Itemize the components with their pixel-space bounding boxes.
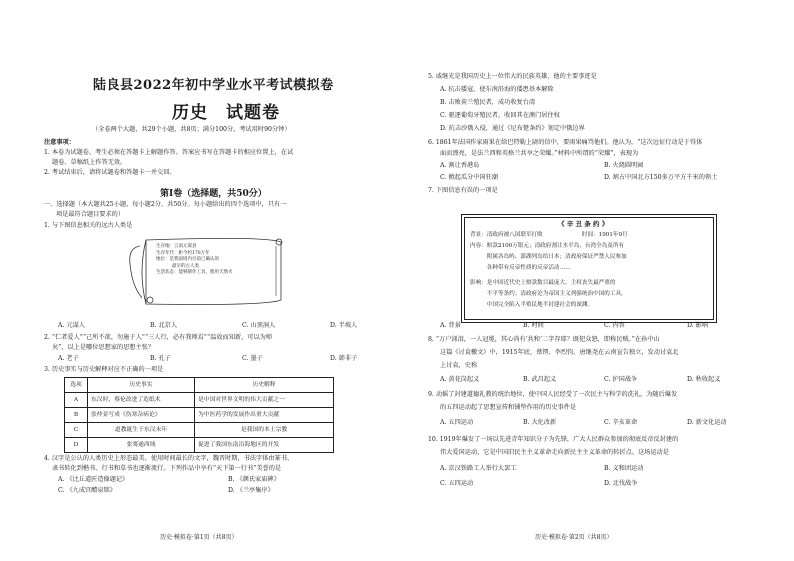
treaty-title: 《 辛 丑 条 约 》	[558, 220, 609, 228]
right-page-lower	[397, 0, 794, 561]
section-instruction: 项是最符合题目要求的）	[56, 211, 125, 218]
q8-stem: 8. “万户涕泪，一人冠冕，其心尚有‘共和’二字存耶？既犯众怒，即称民贼。”在孙中山	[428, 336, 660, 343]
q9-option-d[interactable]: D. 新文化运动	[687, 419, 727, 426]
section-instruction: 一、选择题（本大题共25小题，每小题2分，共50分。每小题给出的四个选项中，只有一	[44, 201, 287, 208]
q10-option-d[interactable]: D. 北伐战争	[604, 480, 638, 487]
q1-option-a[interactable]: A. 元谋人	[58, 322, 85, 329]
q1-option-d[interactable]: D. 半坡人	[330, 322, 358, 329]
table-header: 历史解释	[195, 378, 334, 393]
q10-stem: 伟大爱国运动，它是中国旧民主主义革命走向新民主主义革命的转折点。这场运动是	[440, 449, 669, 456]
q6-option-a[interactable]: A. 割让香港岛	[440, 162, 480, 169]
exam-info: （全卷两个大题，共29个小题，共8页；满分100分，考试用时90分钟）	[92, 126, 291, 133]
table-cell: 道教诞生于东汉末年	[88, 423, 195, 438]
q2-option-d[interactable]: D. 韩非子	[330, 355, 358, 362]
q6-option-b[interactable]: B. 火烧圆明园	[604, 162, 644, 169]
q10-option-a[interactable]: A. 京汉铁路工人举行大罢工	[440, 465, 517, 472]
table-cell: B	[65, 408, 88, 423]
q8-option-d[interactable]: D. 秋收起义	[687, 376, 721, 383]
q4-stem: 4. 汉字是公认的人类历史上形态最美、使用时间最长的文字，魏晋时期，书法字体由篆书、	[44, 455, 294, 462]
treaty-line: 影响：是中国近代史上赔款数目最庞大、主权丧失最严重的	[470, 280, 616, 286]
q5-option-c[interactable]: C. 驱逐葡萄牙殖民者，收回其在澳门居住权	[440, 112, 560, 119]
q4-option-a[interactable]: A. 《比丘道匠造像题记》	[58, 476, 129, 483]
table-cell: 张仲景写成《伤寒杂病论》	[88, 408, 195, 423]
exam-title: 陆良县2022年初中学业水平考试模拟卷	[93, 78, 334, 93]
q2-option-c[interactable]: C. 墨子	[242, 355, 263, 362]
q1-stem: 1. 与下图信息相关的远古人类是	[44, 222, 133, 229]
table-row	[65, 408, 334, 423]
page-footer: 历史·模拟卷·第1页（共8页）	[160, 534, 238, 541]
q6-option-c[interactable]: C. 掀起瓜分中国狂潮	[440, 174, 498, 181]
table-cell: 是我国的本土宗教	[195, 423, 334, 438]
q10-option-b[interactable]: B. 义和团运动	[604, 465, 644, 472]
q7-option-d[interactable]: D. 影响	[687, 322, 709, 329]
q7-option-c[interactable]: C. 内容	[604, 322, 625, 329]
q8-option-c[interactable]: C. 护国战争	[604, 376, 638, 383]
q4-stem: 隶书转化到楷书、行书和草书也逐渐流行。下列作品中享有“天下第一行书”美誉的是	[52, 465, 282, 472]
q2-option-a[interactable]: A. 老子	[58, 355, 79, 362]
treaty-line: 各种带有反帝性质的反帝活动……	[470, 265, 571, 271]
q5-stem: 5. 戚继光是我国历史上一位伟大的民族英雄，他的主要事迹是	[428, 73, 597, 80]
q7-option-a[interactable]: A. 背景	[440, 322, 461, 329]
q8-stem: 上讨袁，史称	[440, 362, 478, 369]
table-cell: 张骞通西域	[88, 438, 195, 453]
q3-stem: 3. 历史事实与历史解释对应不正确的一项是	[44, 366, 164, 373]
q6-stem: 面而漂亮，是法兰西和英格兰共享之荣耀。”材料中所谓的“荣耀”，表现为	[440, 150, 639, 157]
table-cell: A	[65, 393, 88, 408]
q1-scroll-figure	[116, 234, 286, 310]
notice-item: 1. 本卷为试题卷，考生必须在答题卡上解题作答。答案应书写在答题卡的相应位置上，在试	[44, 149, 294, 156]
scroll-line: 生活状态：能够制作工具，使用天然火	[156, 270, 233, 275]
q9-option-b[interactable]: B. 大化改新	[523, 419, 557, 426]
paper-subtitle: 历史 试题卷	[172, 103, 280, 123]
table-cell: 促进了我国东南沿海地区的开发	[195, 438, 334, 453]
table-cell: 为中医药学的发展作出重大贡献	[195, 408, 334, 423]
q1-option-c[interactable]: C. 山顶洞人	[242, 322, 276, 329]
table-cell: 是中国对世界文明的伟大贡献之一	[195, 393, 334, 408]
table-row	[65, 423, 334, 438]
q8-option-b[interactable]: B. 武昌起义	[523, 376, 557, 383]
section-title: 第Ⅰ卷（选择题，共50分）	[160, 189, 267, 199]
treaty-line: 背景：清政府被八国联军打败 时间：1901年9月	[470, 232, 628, 238]
scroll-line: 生存地：云南元谋县	[156, 244, 197, 249]
scroll-line: 最早的古人类	[172, 263, 199, 269]
q3-table	[64, 377, 334, 453]
q9-stem: 的五四运动起了思想宣传和铺垫作用的历史事件是	[440, 404, 577, 411]
q6-stem: 6. 1861年法国作家雨果在给巴特勒上尉的信中，要雨果痛骂他们。他认为，“这次远征行动是于得体	[428, 139, 703, 146]
q5-option-d[interactable]: D. 抗击沙俄入侵，通过《尼布楚条约》划定中俄边界	[440, 125, 585, 132]
q4-option-c[interactable]: C. 《九成宫醴泉铭》	[58, 487, 116, 494]
table-row	[65, 393, 334, 408]
table-row	[65, 438, 334, 453]
q5-option-b[interactable]: B. 击败荷兰殖民者，成功收复台湾	[440, 99, 536, 106]
q2-option-b[interactable]: B. 孔子	[150, 355, 171, 362]
q8-stem: 这篇《讨袁檄文》中，1915年底，蔡锷、李烈钧、唐继尧在云南宣告独立，发动讨袁北	[440, 349, 679, 356]
scroll-line: 地位：是我国境内目前已确认的	[156, 257, 219, 262]
treaty-line: 不平等条约；清政府沦为帝国主义列强统治中国的工具，	[470, 291, 627, 297]
notice-item: 题卷、草稿纸上作答无效。	[52, 159, 127, 166]
scroll-line: 生存年代：距今约170万年	[156, 250, 210, 256]
q10-stem: 10. 1919年爆发了一场以先进青年知识分子为先锋，广大人民群众参加的彻底反帝反封建的	[428, 436, 679, 443]
q2-stem: 2. “仁者爱人”“己所不欲，勿施于人”“三人行，必有我师焉”“温故而知新，可以为师	[44, 334, 273, 341]
notice-heading: 注意事项：	[44, 139, 75, 146]
q9-option-c[interactable]: C. 辛亥革命	[604, 419, 638, 426]
treaty-line: 中国完全陷入半殖民地半封建社会的深渊。	[470, 302, 594, 308]
q7-option-b[interactable]: B. 时间	[523, 322, 544, 329]
q9-stem: 9. 动摇了封建道德礼教的统治地位，使中国人民经受了一次民主与科学的洗礼，为随后爆发	[428, 391, 678, 398]
treaty-line: 附属各岛屿、澎湖列岛给日本；清政府保证严禁人民参加	[470, 254, 627, 260]
table-cell: D	[65, 438, 88, 453]
q1-option-b[interactable]: B. 北京人	[150, 322, 178, 329]
page-footer: 历史·模拟卷·第2页（共8页）	[535, 534, 613, 541]
table-cell: 东汉时，蔡伦改进了造纸术	[88, 393, 195, 408]
notice-item: 2. 考试结束后，请将试题卷和答题卡一并交回。	[44, 169, 176, 176]
q4-option-b[interactable]: B. 《颜氏家庙碑》	[228, 476, 280, 483]
treaty-line: 内容：赔款2100万银元；清政府割让水平岛、台湾全岛及所有	[470, 243, 625, 249]
q4-option-d[interactable]: D. 《兰亭集序》	[228, 487, 274, 494]
table-header-row	[65, 378, 334, 393]
q7-stem: 7. 下图信息有误的一项是	[428, 187, 498, 194]
q10-option-c[interactable]: C. 五四运动	[440, 480, 474, 487]
q6-option-d[interactable]: D. 割占中国北方150多万平方千米的领土	[604, 174, 718, 181]
q8-option-a[interactable]: A. 黄花岗起义	[440, 376, 480, 383]
q2-stem: 矣”，以上是哪位思想家的思想主张？	[52, 344, 155, 351]
table-header: 选项	[65, 378, 88, 393]
q5-option-a[interactable]: A. 抗击倭寇，使东南沿海的倭患基本解除	[440, 86, 554, 93]
q9-option-a[interactable]: A. 五四运动	[440, 419, 474, 426]
table-header: 历史事实	[88, 378, 195, 393]
table-cell: C	[65, 423, 88, 438]
